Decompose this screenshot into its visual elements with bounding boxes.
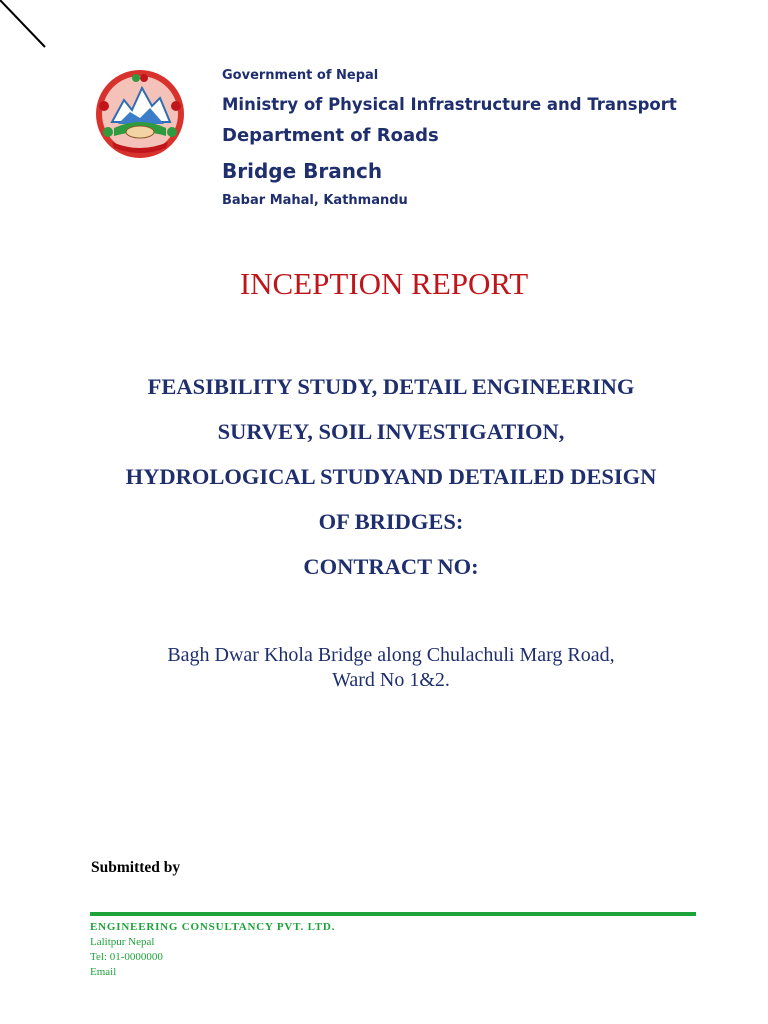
location-line: Bagh Dwar Khola Bridge along Chulachuli Marg Road, bbox=[167, 644, 615, 666]
office-address: Babar Mahal, Kathmandu bbox=[222, 193, 408, 208]
location-line: Ward No 1&2. bbox=[332, 669, 450, 691]
divider-rule bbox=[90, 912, 696, 916]
project-title-line: OF BRIDGES: bbox=[318, 509, 464, 534]
contract-number-line: CONTRACT NO: bbox=[303, 554, 479, 579]
project-title-line: SURVEY, SOIL INVESTIGATION, bbox=[217, 419, 565, 444]
consultant-block bbox=[90, 920, 335, 980]
project-location bbox=[0, 643, 768, 693]
nepal-emblem-icon bbox=[90, 66, 190, 162]
consultant-name: ENGINEERING CONSULTANCY PVT. LTD. bbox=[90, 921, 336, 933]
project-title-line: FEASIBILITY STUDY, DETAIL ENGINEERING bbox=[147, 374, 635, 399]
ministry-name: Ministry of Physical Infrastructure and Transport bbox=[222, 95, 677, 114]
corner-fold-line bbox=[0, 0, 50, 50]
consultant-city: Lalitpur Nepal bbox=[90, 936, 155, 948]
project-title bbox=[0, 364, 768, 589]
report-title: INCEPTION REPORT bbox=[239, 266, 529, 301]
submitted-by-label: Submitted by bbox=[91, 859, 181, 876]
consultant-tel: Tel: 01-0000000 bbox=[90, 951, 163, 963]
project-title-line: HYDROLOGICAL STUDYAND DETAILED DESIGN bbox=[125, 464, 657, 489]
department-name: Department of Roads bbox=[222, 125, 439, 146]
branch-name: Bridge Branch bbox=[222, 159, 383, 183]
consultant-email: Email bbox=[90, 966, 117, 978]
government-name: Government of Nepal bbox=[222, 68, 379, 83]
